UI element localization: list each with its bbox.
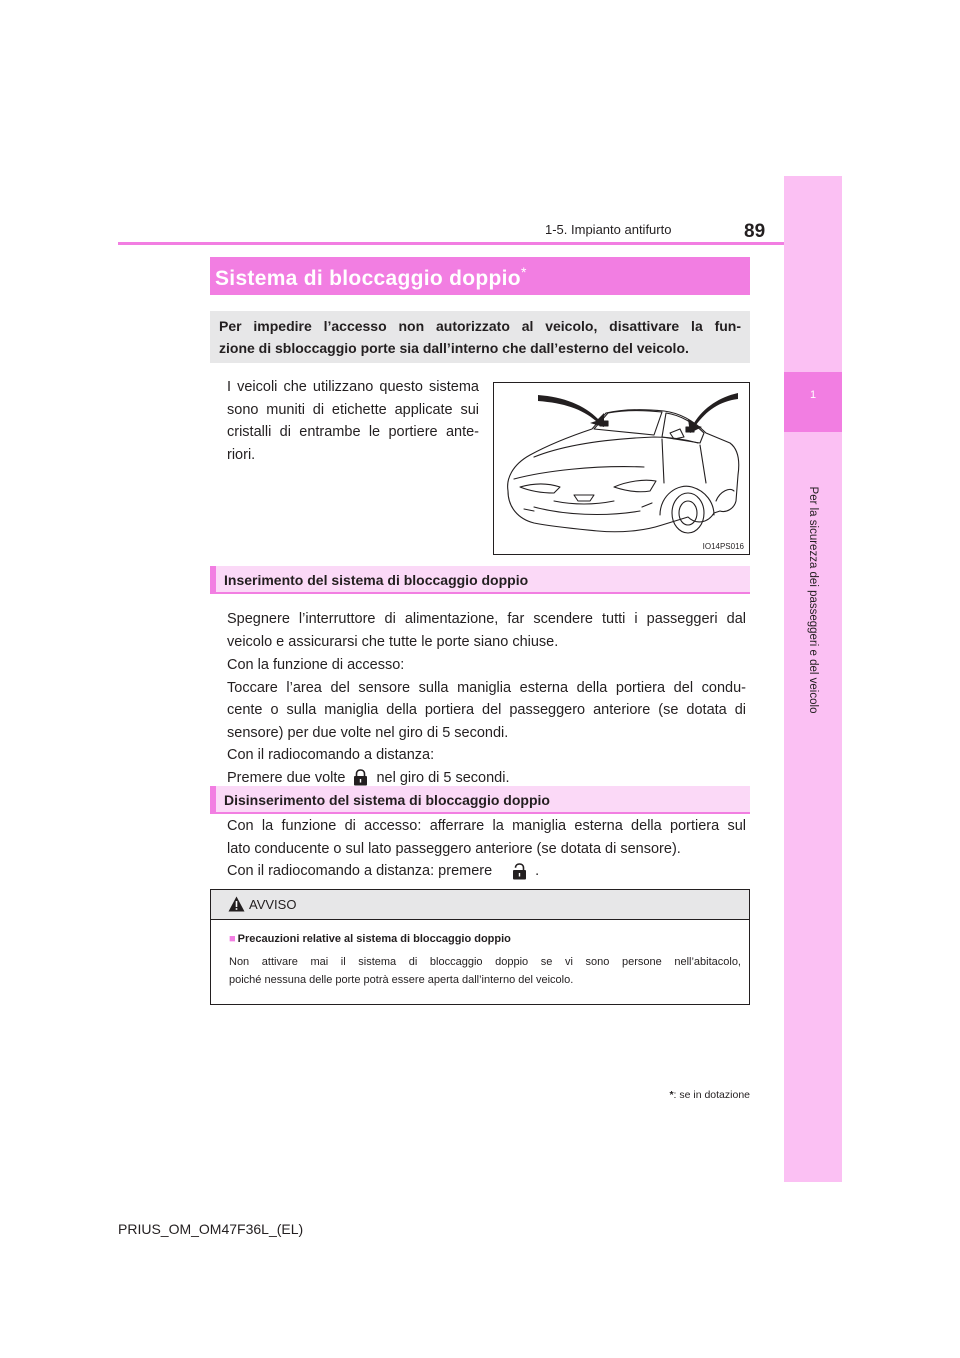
warning-box xyxy=(210,889,750,1005)
text-fragment: Premere due volte xyxy=(227,769,346,786)
text-line: Toccare l’area del sensore sulla maniglia esterna della portiera del condu- xyxy=(227,679,746,696)
lock-open-icon xyxy=(512,863,527,880)
text-line: lato conducente o sul lato passeggero anteriore (se dotata di sensore). xyxy=(227,840,681,857)
subheading-cancel: Disinserimento del sistema di bloccaggio doppio xyxy=(210,786,750,814)
square-bullet-icon: ■ xyxy=(229,933,236,945)
text-fragment: nel giro di 5 secondi. xyxy=(376,769,510,786)
page-title xyxy=(210,257,750,295)
warning-header xyxy=(211,890,749,920)
warning-subtitle-text: Precauzioni relative al sistema di bloccaggio doppio xyxy=(237,933,511,945)
intro-line: zione di sbloccaggio porte sia dall’interno che dall’esterno del veicolo. xyxy=(219,340,689,356)
text-fragment: . xyxy=(535,863,540,879)
text-line: Spegnere l’interruttore di alimentazione, far scendere tutti i passeggeri dal xyxy=(227,611,746,627)
document-code: PRIUS_OM_OM47F36L_(EL) xyxy=(118,1221,304,1237)
section-label: 1-5. Impianto antifurto xyxy=(545,222,672,237)
footnote-text: : se in dotazione xyxy=(673,1089,750,1101)
text-line: Non attivare mai il sistema di bloccaggio doppio se vi sono persone nell’abitacolo, xyxy=(229,956,741,968)
text-line: sensore) per due volte nel giro di 5 secondi. xyxy=(227,724,509,741)
text-line: sono muniti di etichette applicate sui xyxy=(227,401,479,418)
warning-subtitle xyxy=(229,933,511,945)
warning-label: AVVISO xyxy=(249,897,297,912)
lock-closed-icon xyxy=(353,769,368,786)
footnote xyxy=(669,1089,750,1101)
header-divider xyxy=(118,242,784,245)
image-code: IO14PS016 xyxy=(702,542,744,551)
car-drawing-icon xyxy=(494,383,749,554)
car-illustration xyxy=(493,382,750,555)
optional-marker: * xyxy=(520,264,527,280)
text-line: poiché nessuna delle porte potrà essere aperta dall’interno del veicolo. xyxy=(229,974,574,986)
text-line: Con la funzione di accesso: xyxy=(227,657,405,673)
text-line: Con la funzione di accesso: afferrare la maniglia esterna della portiera sul xyxy=(227,818,746,834)
chapter-title: Per la sicurezza dei passeggeri e del veicolo xyxy=(807,486,819,714)
chapter-number: 1 xyxy=(784,372,842,432)
cancel-instructions xyxy=(227,815,746,883)
warning-triangle-icon xyxy=(228,896,245,912)
text-line: Con il radiocomando a distanza: xyxy=(227,747,435,763)
text-line: cente o sulla maniglia della portiera del passeggero anteriore (se dotata di xyxy=(227,702,746,718)
intro-line: Per impedire l’accesso non autorizzato al veicolo, disattivare la fun- xyxy=(219,318,741,334)
text-fragment: Con il radiocomando a distanza: premere xyxy=(227,863,493,879)
text-line: riori. xyxy=(227,446,256,463)
text-line: veicolo e assicurarsi che tutte le porte siano chiuse. xyxy=(227,633,559,650)
subheading-set: Inserimento del sistema di bloccaggio doppio xyxy=(210,566,750,594)
text-line xyxy=(227,860,746,883)
warning-body xyxy=(229,953,741,989)
set-instructions xyxy=(227,608,746,653)
text-line: cristalli di entrambe le portiere ante- xyxy=(227,424,479,440)
label-description xyxy=(227,376,479,466)
set-steps xyxy=(227,654,746,789)
text-line: I veicoli che utilizzano questo sistema xyxy=(227,379,479,395)
intro-box xyxy=(210,311,750,363)
footnote-marker: * xyxy=(669,1089,674,1101)
page-title-text: Sistema di bloccaggio doppio xyxy=(215,267,521,290)
page-number: 89 xyxy=(744,221,766,242)
